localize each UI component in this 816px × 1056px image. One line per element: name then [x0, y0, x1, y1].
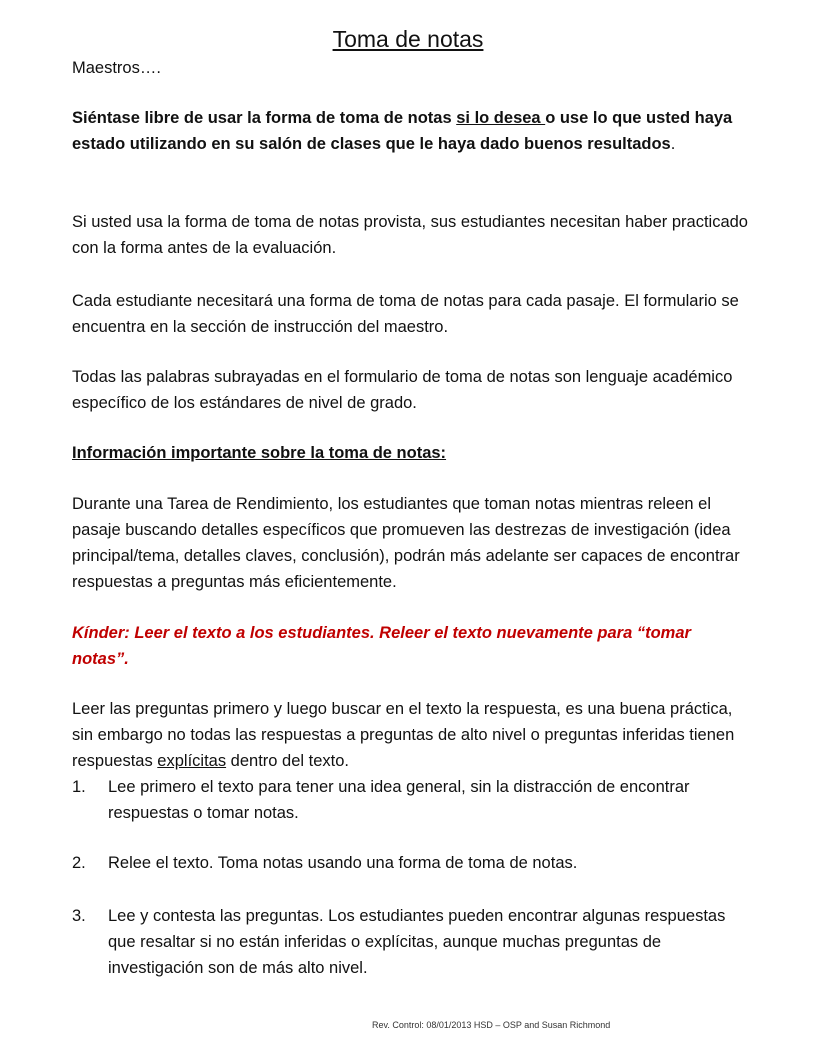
paragraph-performance-task: Durante una Tarea de Rendimiento, los estudiantes que toman notas mientras releen el pasaje buscando detalles específicos que promueven las destrezas de investigación (idea principal/tema, detalles claves, conclusión), podrán más adelante ser capaces de encontrar respuestas a preguntas más eficientemente.	[72, 495, 740, 591]
paragraph-provided-form: Si usted usa la forma de toma de notas provista, sus estudiantes necesitan haber practicado con la forma antes de la evaluación.	[72, 213, 748, 257]
list-item-text: Lee y contesta las preguntas. Los estudiantes pueden encontrar algunas respuestas que resaltar si no están inferidas o explícitas, aunque muchas preguntas de investigación son de más alto nivel.	[108, 907, 726, 977]
intro-period: .	[670, 135, 676, 153]
intro-paragraph	[72, 105, 752, 157]
list-item-number: 1.	[72, 778, 86, 796]
intro-text-a: Siéntase libre de usar la forma de toma de notas	[72, 109, 457, 127]
read-questions-text-c: dentro del texto.	[226, 752, 349, 770]
intro-underlined: si lo desea	[456, 109, 546, 127]
list-item-text: Lee primero el texto para tener una idea general, sin la distracción de encontrar respuestas o tomar notas.	[108, 778, 690, 822]
list-item-number: 3.	[72, 907, 86, 925]
intro-text-c: o use lo que usted haya estado utilizando en su salón de clases que le haya dado buenos resultados	[72, 109, 733, 153]
paragraph-underlined-words: Todas las palabras subrayadas en el formulario de toma de notas son lenguaje académico específico de los estándares de nivel de grado.	[72, 368, 733, 412]
section-heading: Información importante sobre la toma de notas:	[72, 444, 447, 462]
kinder-instruction: Kínder: Leer el texto a los estudiantes. Releer el texto nuevamente para “tomar notas”.	[72, 624, 691, 668]
page-title: Toma de notas	[332, 26, 484, 52]
list-item-text: Relee el texto. Toma notas usando una forma de toma de notas.	[108, 854, 578, 872]
paragraph-each-student: Cada estudiante necesitará una forma de toma de notas para cada pasaje. El formulario se encuentra en la sección de instrucción del maestro.	[72, 292, 739, 336]
paragraph-read-questions	[72, 696, 752, 774]
greeting: Maestros….	[72, 59, 161, 77]
explicit-underlined: explícitas	[157, 752, 227, 770]
read-questions-text-a: Leer las preguntas primero y luego buscar en el texto la respuesta, es una buena práctica, sin embargo no todas las respuestas a preguntas de alto nivel o preguntas inferidas tienen respuestas	[72, 700, 735, 770]
revision-footer: Rev. Control: 08/01/2013 HSD – OSP and Susan Richmond	[372, 1020, 611, 1030]
list-item-number: 2.	[72, 854, 86, 872]
